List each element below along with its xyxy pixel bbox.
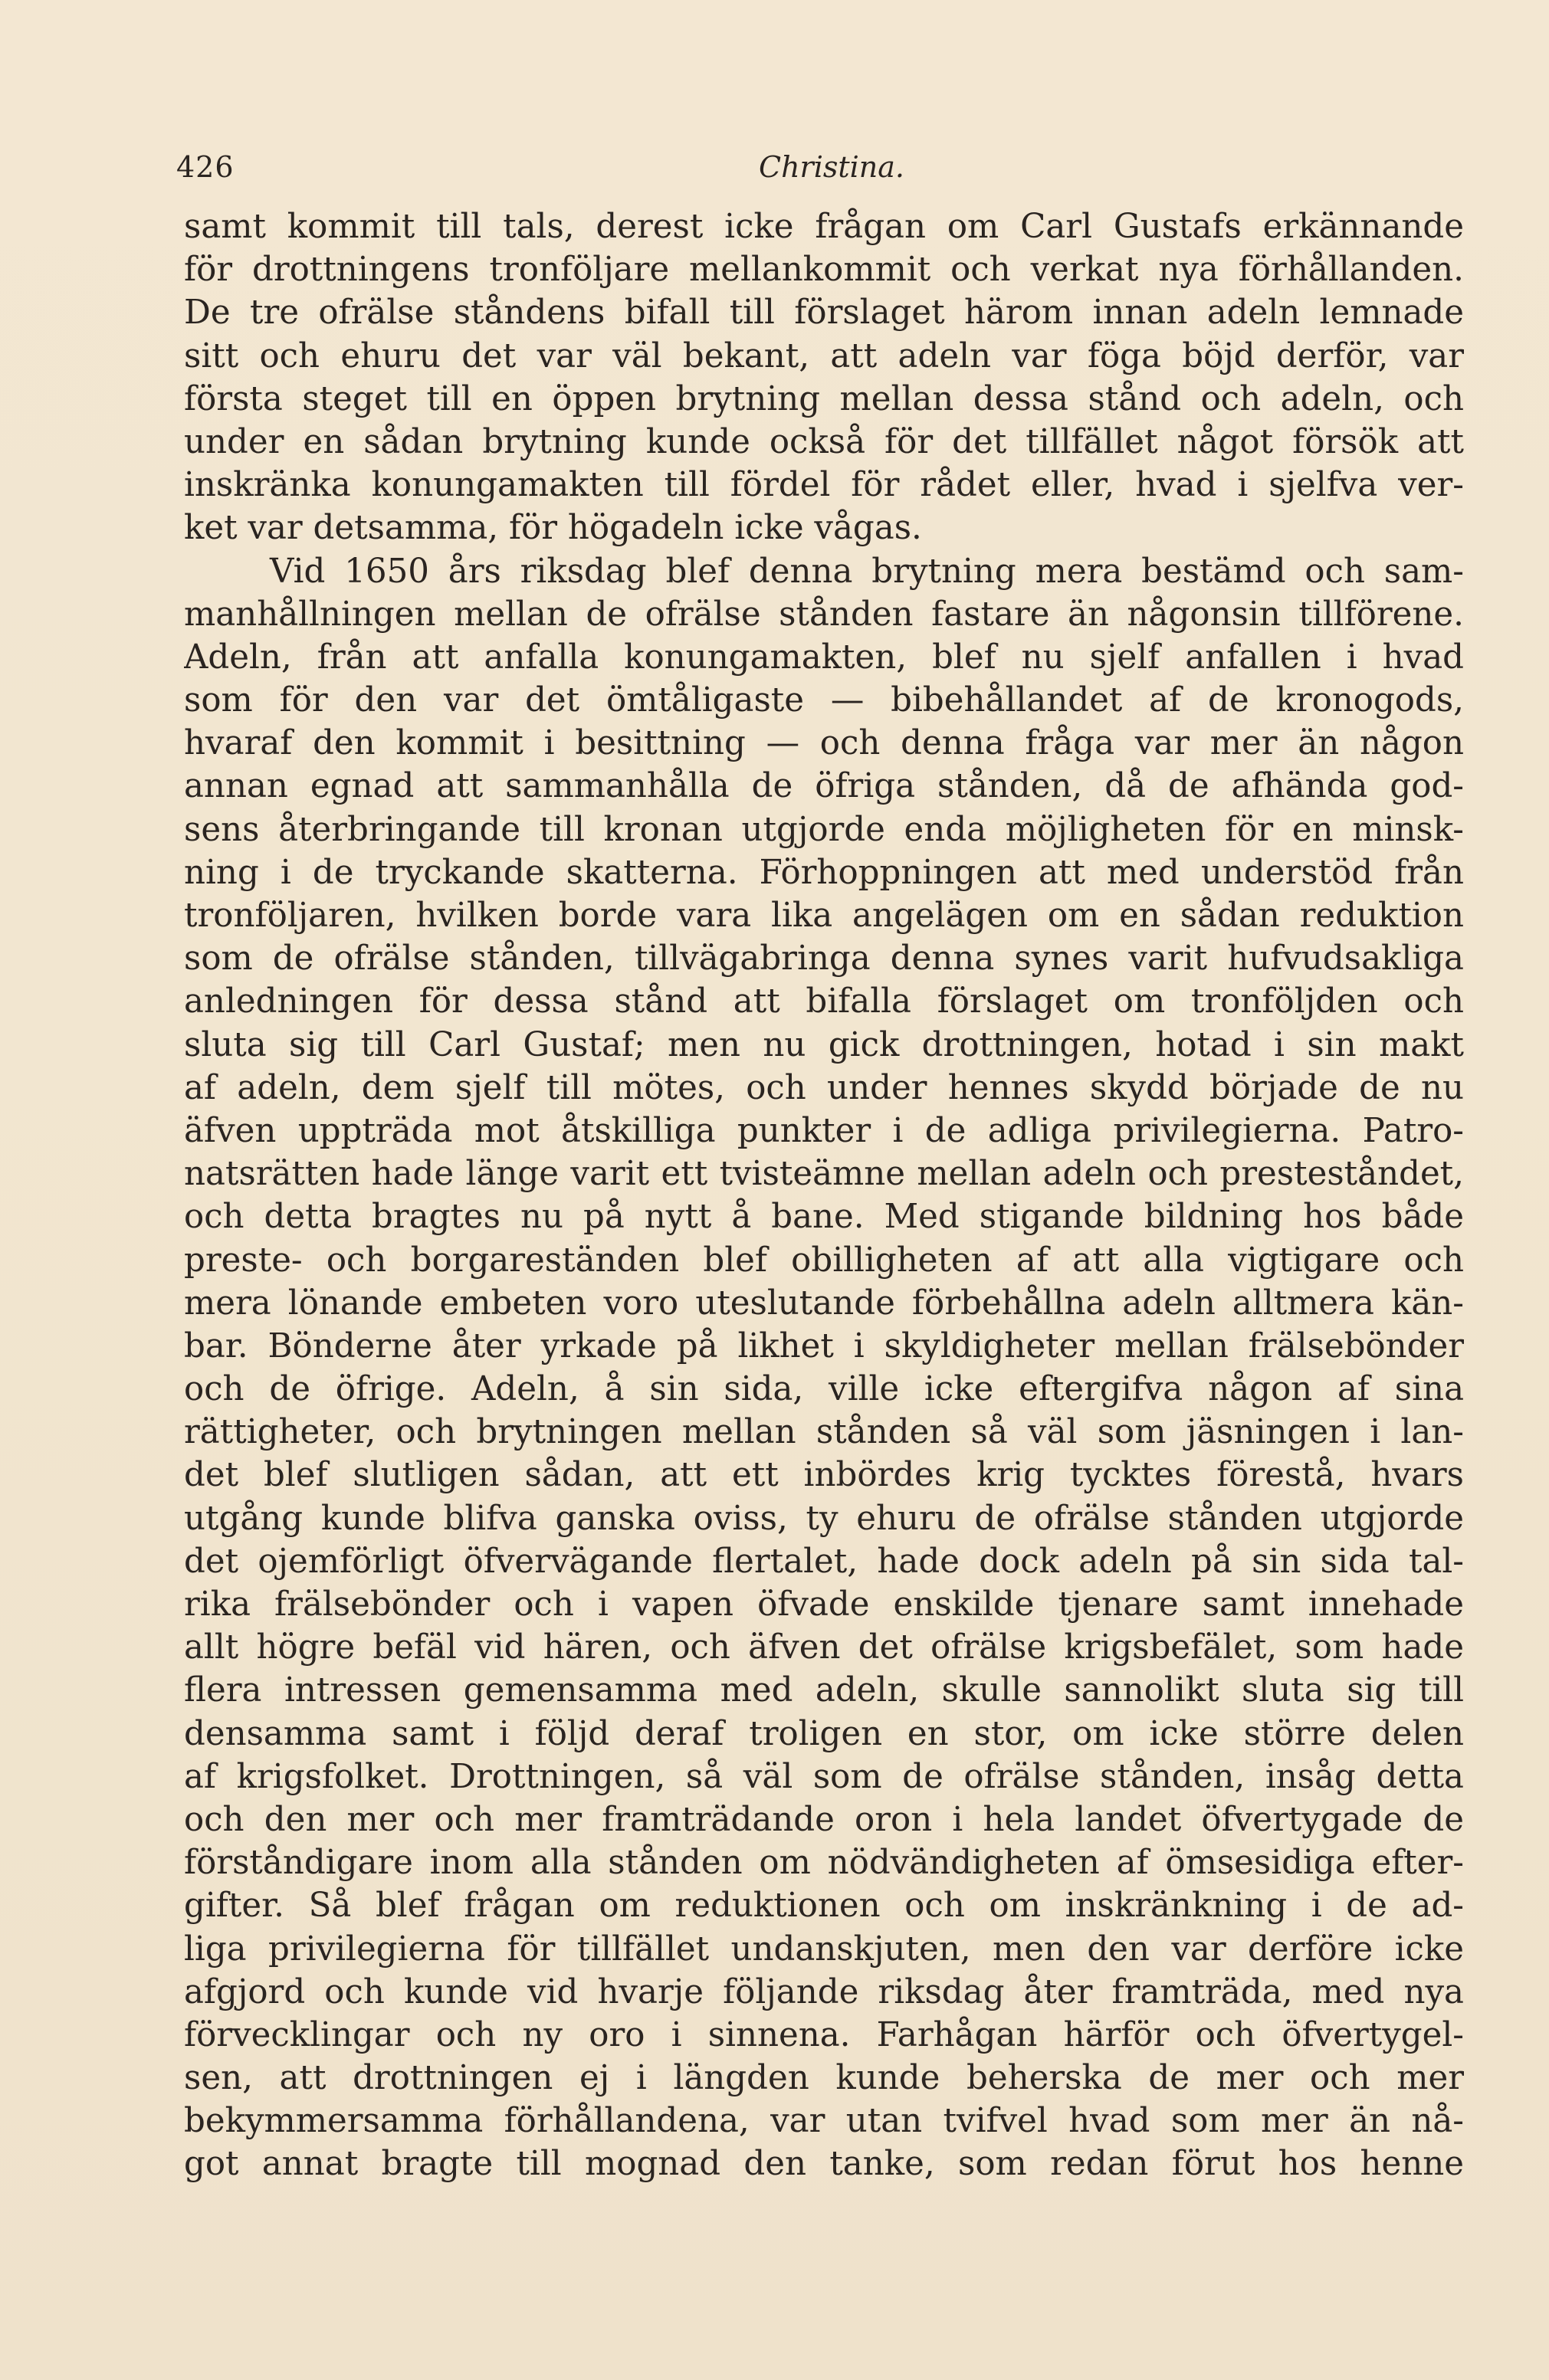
text-line: det ojemförligt öfvervägande flertalet, hade dock adeln på sin sida tal- [184, 1542, 1464, 1581]
text-line: annan egnad att sammanhålla de öfriga stånden, då de afhända god- [184, 767, 1464, 806]
text-line: tronföljaren, hvilken borde vara lika angelägen om en sådan reduktion [184, 897, 1464, 935]
text-line: inskränka konungamakten till fördel för rådet eller, hvad i sjelfva ver- [184, 466, 1464, 505]
text-line: flera intressen gemensamma med adeln, skulle sannolikt sluta sig till [184, 1671, 1464, 1710]
text-line: första steget till en öppen brytning mellan dessa stånd och adeln, och [184, 379, 1464, 418]
page-number: 426 [176, 150, 235, 184]
text-line: preste- och borgareständen blef obilligheten af att alla vigtigare och [184, 1241, 1464, 1280]
running-title: Christina. [759, 150, 904, 184]
text-line: samt kommit till tals, derest icke frågan om Carl Gustafs erkännande [184, 208, 1464, 246]
text-line: förståndigare inom alla stånden om nödvändigheten af ömsesidiga efter- [184, 1844, 1464, 1883]
text-line: och den mer och mer framträdande oron i hela landet öfvertygade de [184, 1800, 1464, 1839]
text-line: som för den var det ömtåligaste — bibehållandet af de kronogods, [184, 681, 1464, 720]
text-line: förvecklingar och ny oro i sinnena. Farhågan härför och öfvertygel- [184, 2015, 1464, 2054]
text-line: liga privilegierna för tillfället undanskjuten, men den var derföre icke [184, 1929, 1464, 1969]
text-line: ket var detsamma, för högadeln icke vågas. [184, 509, 922, 548]
text-line: äfven uppträda mot åtskilliga punkter i de adliga privilegierna. Patro- [184, 1111, 1464, 1150]
text-line: got annat bragte till mognad den tanke, som redan förut hos henne [184, 2145, 1464, 2184]
text-line: och detta bragtes nu på nytt å bane. Med stigande bildning hos både [184, 1198, 1464, 1237]
body-text [184, 205, 1464, 2186]
text-line: densamma samt i följd deraf troligen en stor, om icke större delen [184, 1714, 1464, 1753]
text-line: rika frälsebönder och i vapen öfvade enskilde tjenare samt innehade [184, 1585, 1464, 1624]
text-line: bar. Bönderne åter yrkade på likhet i skyldigheter mellan frälsebönder [184, 1326, 1464, 1365]
text-line: sens återbringande till kronan utgjorde enda möjligheten för en minsk- [184, 810, 1464, 849]
text-line: rättigheter, och brytningen mellan stånden så väl som jäsningen i lan- [184, 1413, 1464, 1452]
text-line: afgjord och kunde vid hvarje följande riksdag åter framträda, med nya [184, 1972, 1464, 2011]
text-line: utgång kunde blifva ganska oviss, ty ehuru de ofrälse stånden utgjorde [184, 1499, 1464, 1538]
text-line: mera lönande embeten voro uteslutande förbehållna adeln alltmera kän- [184, 1283, 1464, 1323]
text-line: som de ofrälse stånden, tillvägabringa denna synes varit hufvudsakliga [184, 939, 1464, 979]
text-line: anledningen för dessa stånd att bifalla förslaget om tronföljden och [184, 982, 1464, 1021]
text-line: för drottningens tronföljare mellankommit och verkat nya förhållanden. [184, 251, 1464, 290]
running-head [176, 150, 1479, 196]
text-line: allt högre befäl vid hären, och äfven det ofrälse krigsbefälet, som hade [184, 1628, 1464, 1667]
text-line: hvaraf den kommit i besittning — och denna fråga var mer än någon [184, 724, 1464, 763]
text-line: manhållningen mellan de ofrälse stånden fastare än någonsin tillförene. [184, 595, 1464, 634]
text-line: under en sådan brytning kunde också för det tillfället något försök att [184, 422, 1464, 461]
text-line: De tre ofrälse ståndens bifall till förslaget härom innan adeln lemnade [184, 293, 1464, 333]
text-line: Vid 1650 års riksdag blef denna brytning mera bestämd och sam- [270, 552, 1464, 591]
text-line: det blef slutligen sådan, att ett inbördes krig tycktes förestå, hvars [184, 1456, 1464, 1495]
text-line: af adeln, dem sjelf till mötes, och under hennes skydd började de nu [184, 1068, 1464, 1107]
text-line: och de öfrige. Adeln, å sin sida, ville icke eftergifva någon af sina [184, 1370, 1464, 1409]
text-line: af krigsfolket. Drottningen, så väl som de ofrälse stånden, insåg detta [184, 1757, 1464, 1796]
text-line: sitt och ehuru det var väl bekant, att adeln var föga böjd derför, var [184, 336, 1464, 375]
text-line: bekymmersamma förhållandena, var utan tvifvel hvad som mer än nå- [184, 2102, 1464, 2141]
text-line: sen, att drottningen ej i längden kunde beherska de mer och mer [184, 2059, 1464, 2098]
text-line: sluta sig till Carl Gustaf; men nu gick drottningen, hotad i sin makt [184, 1025, 1464, 1064]
text-line: ning i de tryckande skatterna. Förhoppningen att med understöd från [184, 853, 1464, 892]
text-line: Adeln, från att anfalla konungamakten, blef nu sjelf anfallen i hvad [184, 638, 1464, 677]
text-line: natsrätten hade länge varit ett tvisteämne mellan adeln och presteståndet, [184, 1155, 1464, 1194]
text-line: gifter. Så blef frågan om reduktionen och om inskränkning i de ad- [184, 1887, 1464, 1926]
